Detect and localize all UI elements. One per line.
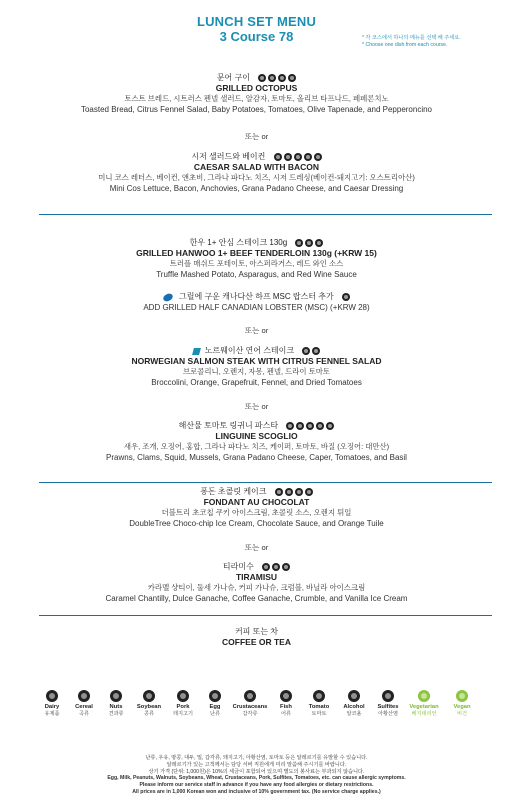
dairy-icon: [286, 422, 294, 430]
tomato-icon: [314, 153, 322, 161]
fish-icon: [278, 74, 286, 82]
allergen-icons: [284, 421, 334, 431]
vegetarian-icon: [418, 690, 430, 702]
legend-pork: Pork 돼지고기: [163, 690, 203, 717]
or-separator: 또는 or: [244, 132, 269, 141]
sulfites-icon: [326, 422, 334, 430]
nuts-icon: [110, 690, 122, 702]
crustaceans-icon: [244, 690, 256, 702]
legend-fish: Fish 어류: [266, 690, 306, 717]
allergen-icons: [273, 487, 313, 497]
course-divider: [39, 482, 492, 483]
crustaceans-icon: [306, 422, 314, 430]
fish-icon: [302, 347, 310, 355]
main-hanwoo-tenderloin: 한우 1+ 안심 스테이크 130g GRILLED HANWOO 1+ BEEF TENDERLOIN 130g (+KRW 15) 트러플 매쉬드 포테이토, 아스퍼라거스, 레드 와인 소스 Truffle Mashed Potato, Asparagus, and Red Wine Sauce: [136, 238, 377, 279]
tomato-icon: [312, 347, 320, 355]
healthy-leaf-icon: [192, 348, 201, 355]
cereal-icon: [296, 422, 304, 430]
legend-vegan: Vegan 비건: [442, 690, 482, 717]
alcohol-icon: [348, 690, 360, 702]
allergen-icons: [340, 292, 350, 302]
legend-egg: Egg 난류: [195, 690, 235, 717]
cereal-icon: [78, 690, 90, 702]
dairy-icon: [295, 239, 303, 247]
or-separator: 또는 or: [244, 402, 269, 411]
starter-grilled-octopus: 문어 구이 GRILLED OCTOPUS 토스트 브레드, 시트러스 펜넬 샐러드, 알감자, 토마토, 올리브 타프나드, 페페론치노 Toasted Bread, Citrus Fennel Salad, Baby Potatoes, Tomatoes, Olive Tapenade, and Pepperoncino: [80, 73, 433, 114]
allergen-icons: [260, 562, 290, 572]
course-divider: [39, 615, 492, 616]
soybean-icon: [143, 690, 155, 702]
lobster-addon: 그릴에 구운 캐나다산 하프 MSC 랍스터 추가 ADD GRILLED HALF CANADIAN LOBSTER (MSC) (+KRW 28): [143, 292, 370, 313]
course-divider: [39, 214, 492, 215]
soybean-icon: [268, 74, 276, 82]
egg-icon: [209, 690, 221, 702]
selection-note: * 각 코스에서 하나의 메뉴를 선택 해 주세요. * Choose one dish from each course.: [362, 35, 461, 48]
starter-caesar-salad: 시저 샐러드와 베이컨 CAESAR SALAD WITH BACON 미니 코스 레터스, 베이컨, 앤초비, 그라나 파다노 치즈, 시저 드레싱(베이컨-돼지고기: 오스트리아산) Mini Cos Lettuce, Bacon, Anchovies, Grana Padano Cheese, and Caesar Dressing: [98, 152, 415, 193]
allergy-disclaimer: 난류, 우유, 땅콩, 대두, 밀, 갑각류, 돼지고기, 아황산염, 토마토 등은 알레르기를 유발할 수 있습니다. 알레르기가 있는 고객께서는 담당 서버 직원에게 미리 말씀해 주시기를 바랍니다. 상기 가격 (단위: 1,000원)은 10%의 세금이 포함되어 있으며 별도의 봉사료는 부과되지 않습니다. Egg, Milk, Peanuts, Walnuts, Soybeans, Wheat, Crustaceans, Pork, Sulfites, Tomatoes, etc. can cause allergic symptoms. Please inform our service staff in advance if you have any food allergies or dietary restrictions. All prices are in 1,000 Korean won and inclusive of 10% government tax. (No service charge applies.): [107, 755, 406, 795]
sulfites-icon: [382, 690, 394, 702]
allergen-icons: [293, 238, 323, 248]
pork-icon: [177, 690, 189, 702]
dairy-icon: [275, 488, 283, 496]
msc-leaf-icon: [162, 292, 174, 303]
legend-sulfites: Sulfites 아황산염: [368, 690, 408, 717]
sulfites-icon: [305, 239, 313, 247]
legend-nuts: Nuts 견과류: [96, 690, 136, 717]
dairy-icon: [262, 563, 270, 571]
allergen-icons: [272, 152, 322, 162]
egg-icon: [272, 563, 280, 571]
fish-icon: [294, 153, 302, 161]
or-separator: 또는 or: [244, 543, 269, 552]
alcohol-icon: [282, 563, 290, 571]
vegan-icon: [456, 690, 468, 702]
menu-title: LUNCH SET MENU: [196, 14, 317, 29]
crustaceans-icon: [342, 293, 350, 301]
main-salmon-steak: 노르웨이산 연어 스테이크 NORWEGIAN SALMON STEAK WITH CITRUS FENNEL SALAD 브로콜리니, 오렌지, 자몽, 펜넬, 드라이 토마토 Broccolini, Orange, Grapefruit, Fennel, and Dried Tomatoes: [131, 346, 382, 387]
fish-icon: [280, 690, 292, 702]
or-separator: 또는 or: [244, 326, 269, 335]
cereal-icon: [258, 74, 266, 82]
dessert-tiramisu: 티라미수 TIRAMISU 카라멜 샹티이, 둘세 가나슈, 커피 가나슈, 크럼블, 바닐라 아이스크림 Caramel Chantilly, Dulce Ganache, Coffee Ganache, Crumble, and Vanilla Ice Cream: [105, 562, 408, 603]
main-linguine-scoglio: 해산물 토마토 링귀니 파스타 LINGUINE SCOGLIO 새우, 조개, 오징어, 홍합, 그라나 파다노 치즈, 케이퍼, 토마토, 바질 (오징어: 대만산) Prawns, Clams, Squid, Mussels, Grana Padano Cheese, Caper, Tomatoes, and Basil: [106, 421, 407, 462]
allergen-legend: [32, 690, 492, 735]
legend-vegetarian: Vegetarian 베지테리언: [404, 690, 444, 717]
dairy-icon: [46, 690, 58, 702]
menu-subtitle: 3 Course 78: [219, 29, 294, 44]
legend-tomato: Tomato 토마토: [299, 690, 339, 717]
allergen-icons: [300, 346, 320, 356]
tomato-icon: [313, 690, 325, 702]
dairy-icon: [274, 153, 282, 161]
soybean-icon: [305, 488, 313, 496]
legend-cereal: Cereal 곡류: [64, 690, 104, 717]
cereal-icon: [285, 488, 293, 496]
pork-icon: [304, 153, 312, 161]
dessert-fondant-au-chocolat: 퐁돈 초콜릿 케이크 FONDANT AU CHOCOLAT 더블트리 초코칩 쿠키 아이스크림, 초콜릿 소스, 오렌지 튀일 DoubleTree Choco-chip Ice Cream, Chocolate Sauce, and Orange Tuile: [129, 487, 384, 528]
legend-alcohol: Alcohol 알코올: [334, 690, 374, 717]
coffee-or-tea: 커피 또는 차 COFFEE OR TEA: [222, 627, 291, 647]
legend-soybean: Soybean 콩류: [129, 690, 169, 717]
egg-icon: [295, 488, 303, 496]
legend-crustaceans: Crustaceans 갑각류: [230, 690, 270, 717]
tomato-icon: [316, 422, 324, 430]
legend-dairy: Dairy 유제품: [32, 690, 72, 717]
tomato-icon: [288, 74, 296, 82]
allergen-icons: [256, 73, 296, 83]
egg-icon: [284, 153, 292, 161]
alcohol-icon: [315, 239, 323, 247]
